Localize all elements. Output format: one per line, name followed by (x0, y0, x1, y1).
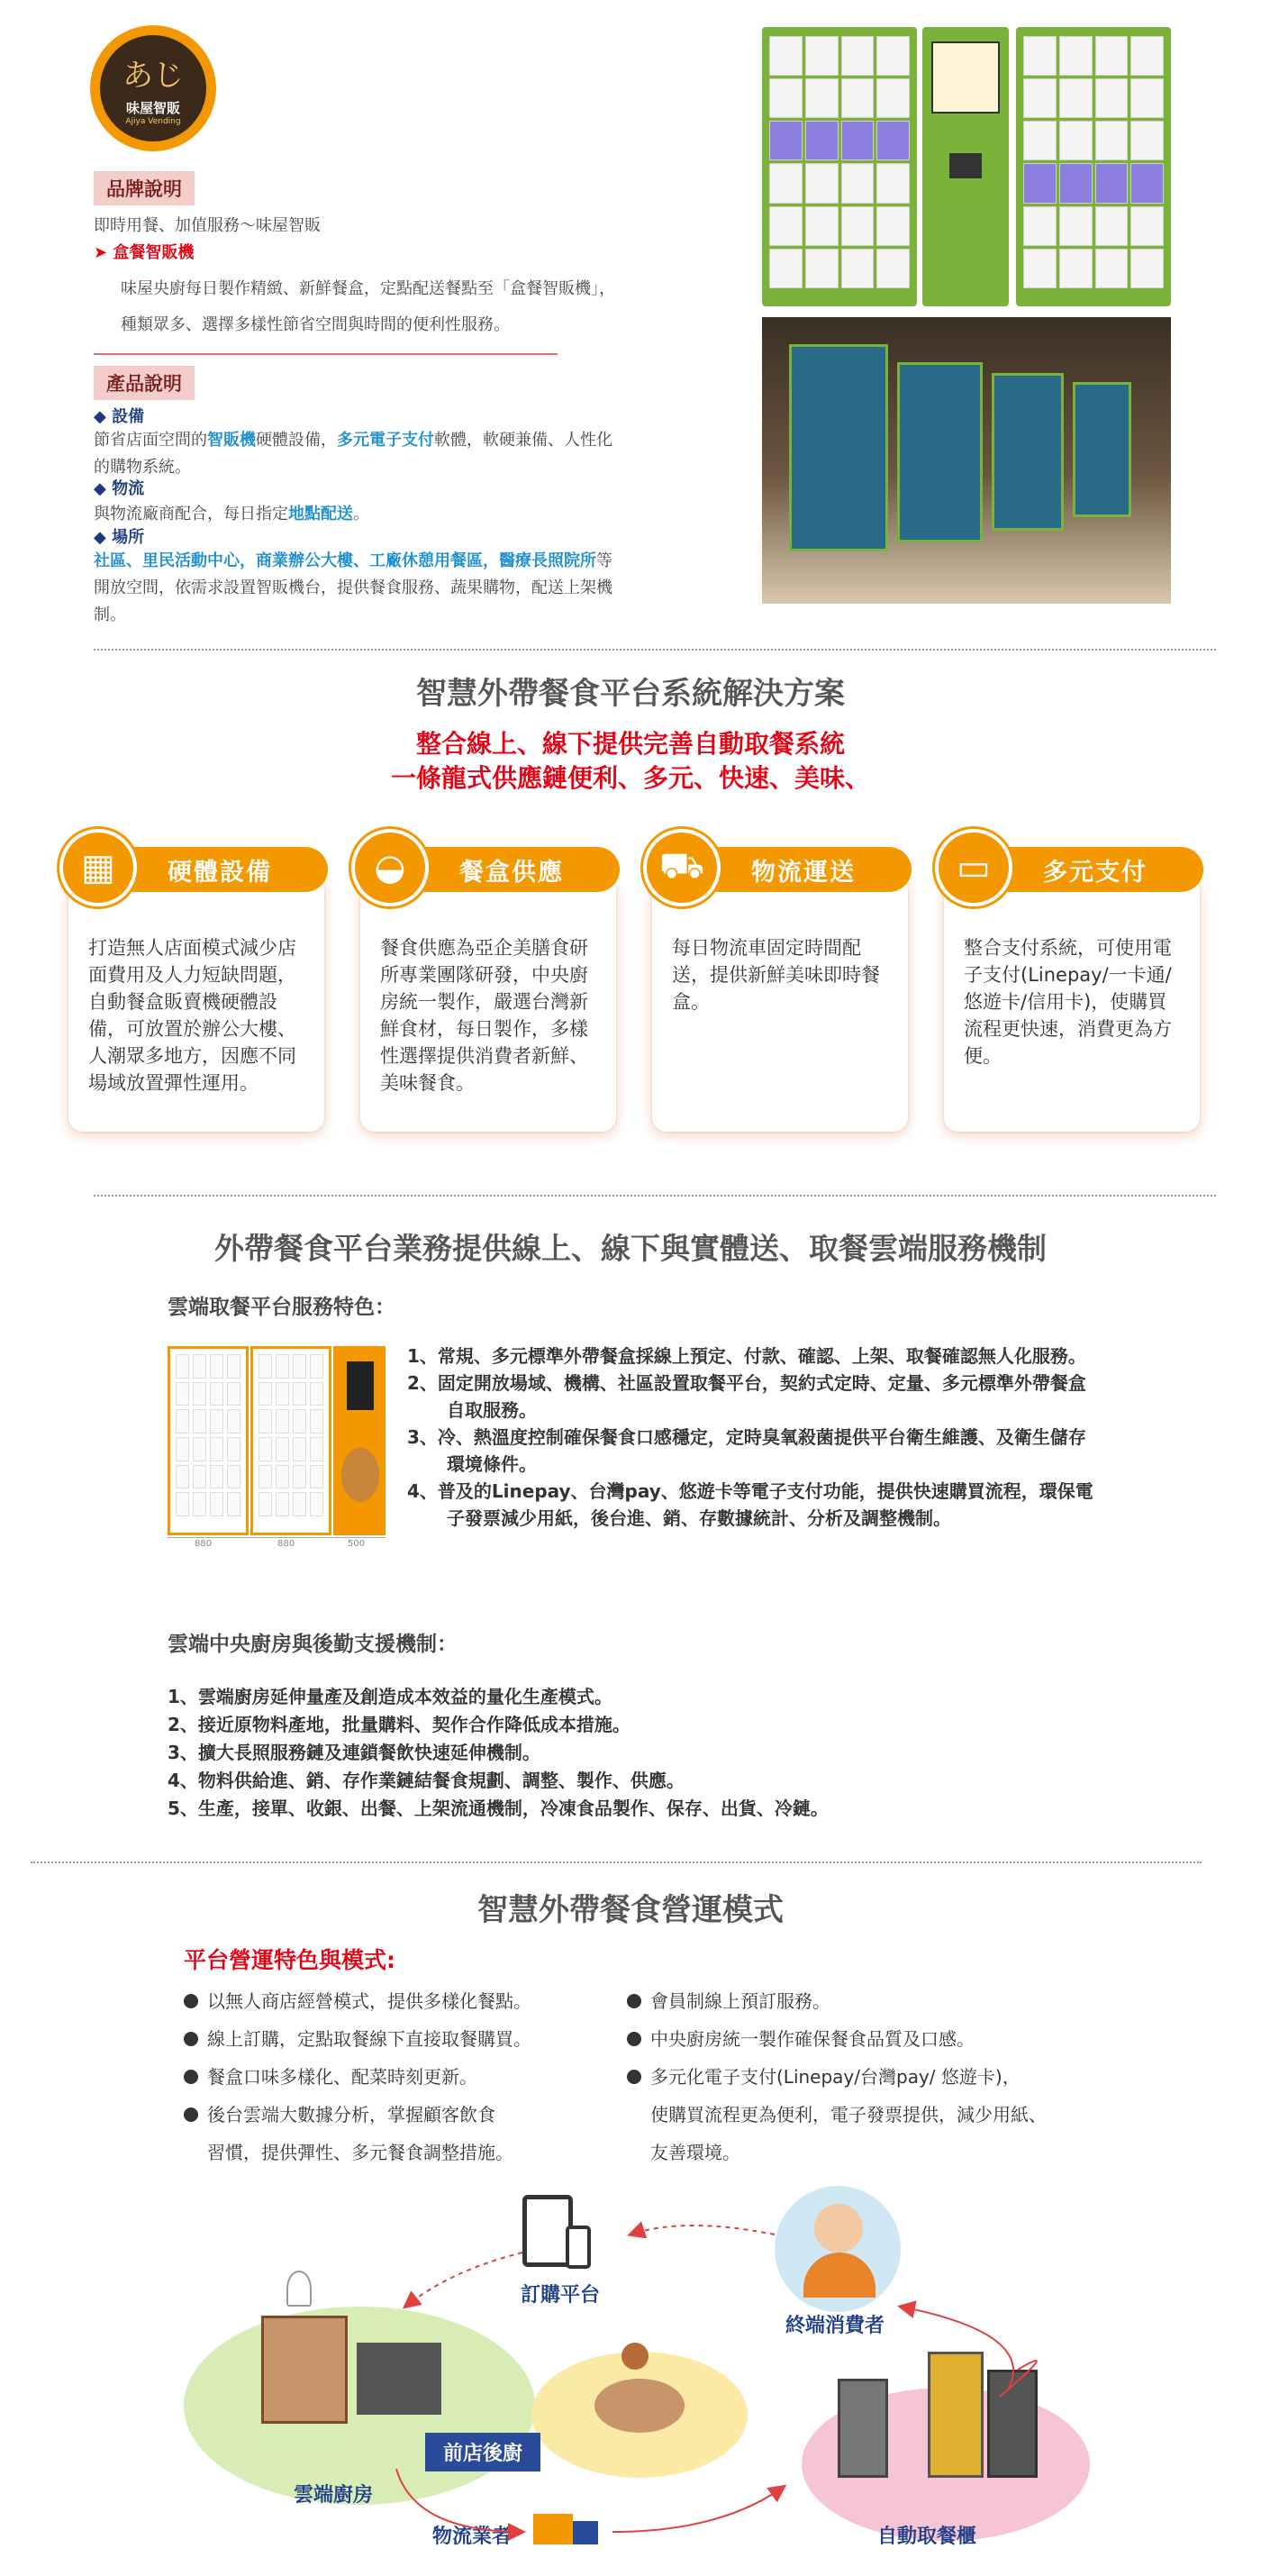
card-meal (360, 847, 616, 1132)
card-payment-title: 多元支付 (980, 847, 1203, 892)
kitchen-title: 雲端中央廚房與後勤支援機制： (168, 1633, 458, 1656)
box-title-text: 盒餐智販機 (113, 243, 195, 262)
ops-left-list (184, 1982, 531, 2171)
locker-label: 自動取餐櫃 (877, 2526, 977, 2548)
card-logistics-text: 每日物流車固定時間配送，提供新鮮美味即時餐盒。 (672, 937, 880, 1013)
card-meal-text: 餐食供應為亞企美膳食研所專業團隊研發，中央廚房統一製作，嚴選台灣新鮮食材，每日製作，多樣性選擇提供消費者新鮮、美味餐食。 (380, 937, 588, 1094)
ops-title: 智慧外帶餐食營運模式 (477, 1892, 784, 1928)
ops-left-text: 餐盒口味多樣化、配菜時刻更新。 (207, 2066, 477, 2088)
locker-unit-1 (168, 1346, 249, 1535)
logo-name: 味屋智販 (125, 100, 180, 116)
ops-right-text: 多元化電子支付(Linepay/台灣pay/ 悠遊卡)， (650, 2066, 1021, 2088)
machine-right (1016, 27, 1171, 306)
truck-icon: ⛟ (643, 829, 721, 906)
machine-screen (931, 41, 1000, 114)
ops-right-item (627, 2058, 1047, 2096)
machine-left-grid (769, 36, 910, 288)
arrow-locker-to-consumer (1000, 2361, 1037, 2397)
place-b: 等 (596, 551, 612, 570)
dimension-line (168, 1537, 386, 1538)
locker-screen (347, 1361, 374, 1410)
card-payment (944, 847, 1200, 1132)
arrow-order-to-kitchen (405, 2253, 522, 2307)
equip-a: 節省店面空間的 (94, 431, 207, 450)
hall-machine-3 (992, 373, 1064, 531)
ops-right-item (627, 2020, 1047, 2058)
card-hardware-text: 打造無人店面模式減少店面費用及人力短缺問題，自動餐盒販賣機硬體設備，可放置於辦公大樓、人潮眾多地方，因應不同場域放置彈性運用。 (88, 937, 296, 1094)
equip-desc (94, 427, 751, 481)
kitchen-item: 4、物料供給進、銷、存作業鏈結餐食規劃、調整、製作、供應。 (168, 1770, 685, 1791)
place-title: ◆ 場所 (94, 528, 145, 547)
ops-left-text: 以無人商店經營模式，提供多樣化餐點。 (207, 1990, 531, 2012)
arrow-icon: ➤ (94, 243, 113, 262)
logo-en: Ajiya Vending (125, 117, 181, 126)
bowl-icon: ◒ (351, 829, 429, 906)
bullet-icon (627, 2070, 641, 2084)
dim-3: 500 (348, 1539, 366, 1549)
equip-title: ◆ 設備 (94, 407, 145, 426)
card-hardware (68, 847, 324, 1132)
food-icon (341, 1448, 379, 1502)
feature-item: 3、冷、熱溫度控制確保餐食口感穩定，定時臭氧殺菌提供平台衛生維護、及衛生儲存環境條件。 (407, 1426, 1086, 1475)
feature-item: 4、普及的Linepay、台灣pay、悠遊卡等電子支付功能，提供快速購買流程，環保電子發票減少用紙，後台進、銷、存數據統計、分析及調整機制。 (407, 1480, 1093, 1529)
kitchen-item: 3、擴大長照服務鏈及連鎖餐飲快速延伸機制。 (168, 1742, 540, 1763)
equip-d: 多元電子支付 (337, 431, 434, 450)
box-desc-2: 種類眾多、選擇多樣性節省空間與時間的便利性服務。 (121, 315, 510, 334)
ops-left-item (184, 2020, 531, 2058)
card-logistics (652, 844, 908, 1132)
dim-2: 880 (277, 1539, 295, 1549)
locker-unit-1-grid (176, 1354, 240, 1516)
product-tag: 產品說明 (94, 366, 195, 400)
logistics-label: 物流業者 (432, 2526, 513, 2548)
arrow-logistics-to-locker (612, 2487, 784, 2532)
ops-right-list (627, 1982, 1047, 2171)
machine-left (762, 27, 917, 306)
kitchen-item: 1、雲端廚房延伸量產及創造成本效益的量化生產模式。 (168, 1686, 612, 1707)
card-logistics-title: 物流運送 (688, 847, 912, 892)
vending-machines-photo (762, 27, 1171, 306)
logi-title: ◆ 物流 (94, 479, 145, 498)
locker-unit-2 (250, 1346, 331, 1535)
brand-line: 即時用餐、加值服務～味屋智販 (94, 216, 321, 235)
kitchen-label: 雲端廚房 (294, 2484, 374, 2507)
card-meal-head (351, 829, 621, 901)
machine-icon: ▦ (59, 829, 137, 906)
ops-left-item (184, 1982, 531, 2020)
place-c: 開放空間，依需求設置智販機台，提供餐食服務、蔬果購物，配送上架機 (94, 578, 612, 597)
red-divider (94, 353, 558, 355)
feature-title: 雲端取餐平台服務特色： (168, 1296, 395, 1319)
solution-title: 智慧外帶餐食平台系統解決方案 (416, 676, 845, 712)
feature-list (407, 1343, 1101, 1532)
logi-c: 。 (353, 505, 369, 523)
order-platform-label: 訂購平台 (521, 2284, 601, 2307)
ops-left-text: 線上訂購，定點取餐線下直接取餐購買。 (207, 2028, 531, 2050)
cloud-title: 外帶餐食平台業務提供線上、線下與實體送、取餐雲端服務機制 (214, 1231, 1047, 1266)
place-a: 社區、里民活動中心，商業辦公大樓、工廠休憩用餐區，醫療長照院所 (94, 551, 596, 570)
ops-right-item (627, 1982, 1047, 2020)
feature-item: 2、固定開放場域、機構、社區設置取餐平台，契約式定時、定量、多元標準外帶餐盒自取服務。 (407, 1372, 1086, 1421)
machine-center (922, 27, 1009, 306)
solution-sub-1: 整合線上、線下提供完善自動取餐系統 (415, 729, 845, 759)
solution-sub-2: 一條龍式供應鏈便利、多元、快速、美味、 (390, 763, 870, 793)
equip-b: 智販機 (207, 431, 256, 450)
place-d: 制。 (94, 605, 126, 624)
logo-inner (100, 35, 206, 141)
arrow-kitchen-to-logistics (396, 2469, 522, 2532)
equip-c: 硬體設備， (256, 431, 337, 450)
arrow-consumer-to-order (630, 2226, 775, 2235)
equip-f: 的購物系統。 (94, 458, 191, 477)
ops-right-text: 會員制線上預訂服務。 (650, 1990, 830, 2012)
front-back-badge: 前店後廚 (425, 2433, 540, 2471)
dotted-divider-1 (94, 649, 1216, 651)
logi-b: 地點配送 (288, 505, 353, 523)
kitchen-list (168, 1683, 829, 1823)
consumer-label: 終端消費者 (785, 2315, 885, 2337)
flow-arrows (0, 2162, 1261, 2576)
box-desc-1: 味屋央廚每日製作精緻、新鮮餐盒，定點配送餐點至「盒餐智販機」， (121, 279, 615, 298)
bullet-icon (627, 1994, 641, 2008)
bullet-icon (184, 2032, 198, 2046)
card-payment-head (935, 829, 1205, 901)
ops-right-text: 中央廚房統一製作確保餐食品質及口感。 (650, 2028, 975, 2050)
ops-left-item (184, 2058, 531, 2096)
dotted-divider-3 (31, 1861, 1202, 1863)
box-title (94, 240, 194, 267)
bullet-icon (184, 2070, 198, 2084)
locker-control (333, 1346, 386, 1535)
machine-right-grid (1023, 36, 1164, 288)
credit-card-icon: ▭ (935, 829, 1012, 906)
bullet-icon (184, 1994, 198, 2008)
feature-item: 1、常規、多元標準外帶餐盒採線上預定、付款、確認、上架、取餐確認無人化服務。 (407, 1345, 1086, 1367)
ops-sub: 平台營運特色與模式: (184, 1947, 395, 1973)
card-hardware-head (59, 829, 330, 901)
card-logistics-head (643, 829, 913, 901)
logi-a: 與物流廠商配合，每日指定 (94, 505, 288, 523)
locker-unit-2-grid (259, 1354, 323, 1516)
arrow-locker-up (901, 2307, 1013, 2388)
ops-left-text: 後台雲端大數據分析，掌握顧客飲食 (207, 2104, 495, 2125)
bullet-icon (627, 2032, 641, 2046)
hall-machine-1 (789, 344, 888, 551)
kitchen-item: 2、接近原物料產地，批量購料、契作合作降低成本措施。 (168, 1714, 630, 1735)
card-hardware-title: 硬體設備 (104, 847, 328, 892)
kitchen-item: 5、生產，接單、收銀、出餐、上架流通機制，冷凍食品製作、保存、出貨、冷鏈。 (168, 1798, 829, 1819)
ops-right-item: 使購買流程更為便利，電子發票提供，減少用紙、 (650, 2104, 1047, 2125)
ops-left-item: 習慣，提供彈性、多元餐食調整措施。 (207, 2142, 513, 2163)
equip-title-text: 設備 (112, 407, 145, 426)
brand-tag: 品牌說明 (94, 171, 195, 205)
place-title-text: 場所 (112, 528, 145, 547)
locker-drawing (168, 1346, 393, 1549)
logi-title-text: 物流 (112, 479, 145, 498)
card-payment-text: 整合支付系統，可使用電子支付(Linepay/一卡通/ 悠遊卡/信用卡)，使購買流程更快速，消費更為方便。 (964, 937, 1172, 1067)
card-meal-title: 餐盒供應 (396, 847, 620, 892)
ops-right-item: 友善環境。 (650, 2142, 740, 2163)
dotted-divider-2 (94, 1195, 1216, 1197)
machine-reader (949, 153, 982, 178)
equip-e: 軟體，軟硬兼備、人性化 (434, 431, 612, 450)
ops-left-item (184, 2096, 531, 2134)
bullet-icon (184, 2107, 198, 2122)
hall-machine-2 (897, 362, 983, 542)
logo-mark: あじ (122, 58, 184, 94)
place-desc (94, 548, 760, 629)
hall-machine-4 (1073, 382, 1131, 517)
brand-logo (90, 25, 216, 151)
installation-photo (762, 317, 1171, 604)
dim-1: 880 (195, 1539, 213, 1549)
